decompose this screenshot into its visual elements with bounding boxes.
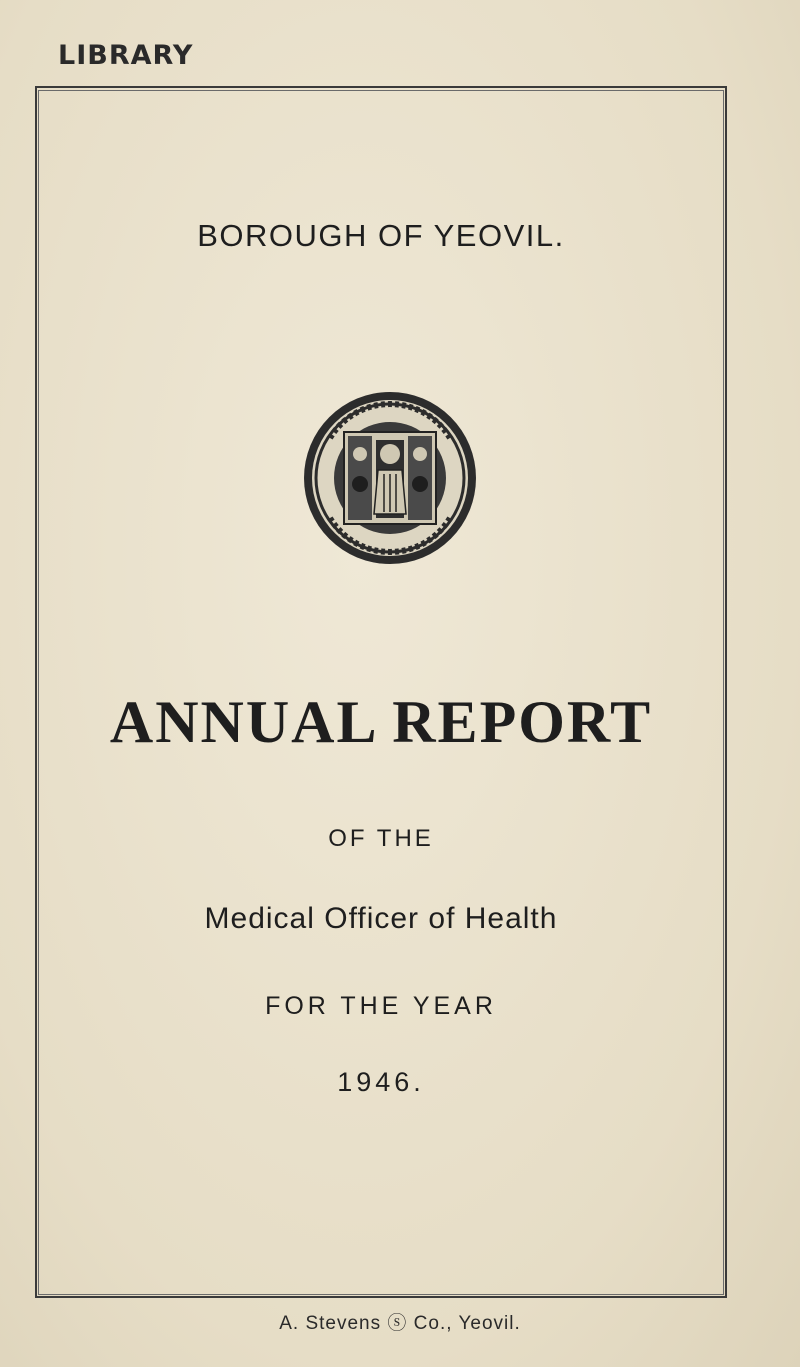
borough-heading: BOROUGH OF YEOVIL.: [197, 218, 565, 253]
report-title: ANNUAL REPORT: [109, 689, 653, 755]
printer-imprint: A. Stevens ⓢ Co., Yeovil.: [279, 1313, 521, 1334]
office-title: Medical Officer of Health: [204, 902, 558, 935]
for-the-year-line: FOR THE YEAR: [265, 992, 497, 1020]
of-the-line: OF THE: [328, 825, 434, 852]
borough-seal-icon: [300, 388, 480, 568]
library-stamp: LIBRARY: [58, 40, 194, 71]
report-year: 1946.: [337, 1067, 425, 1097]
